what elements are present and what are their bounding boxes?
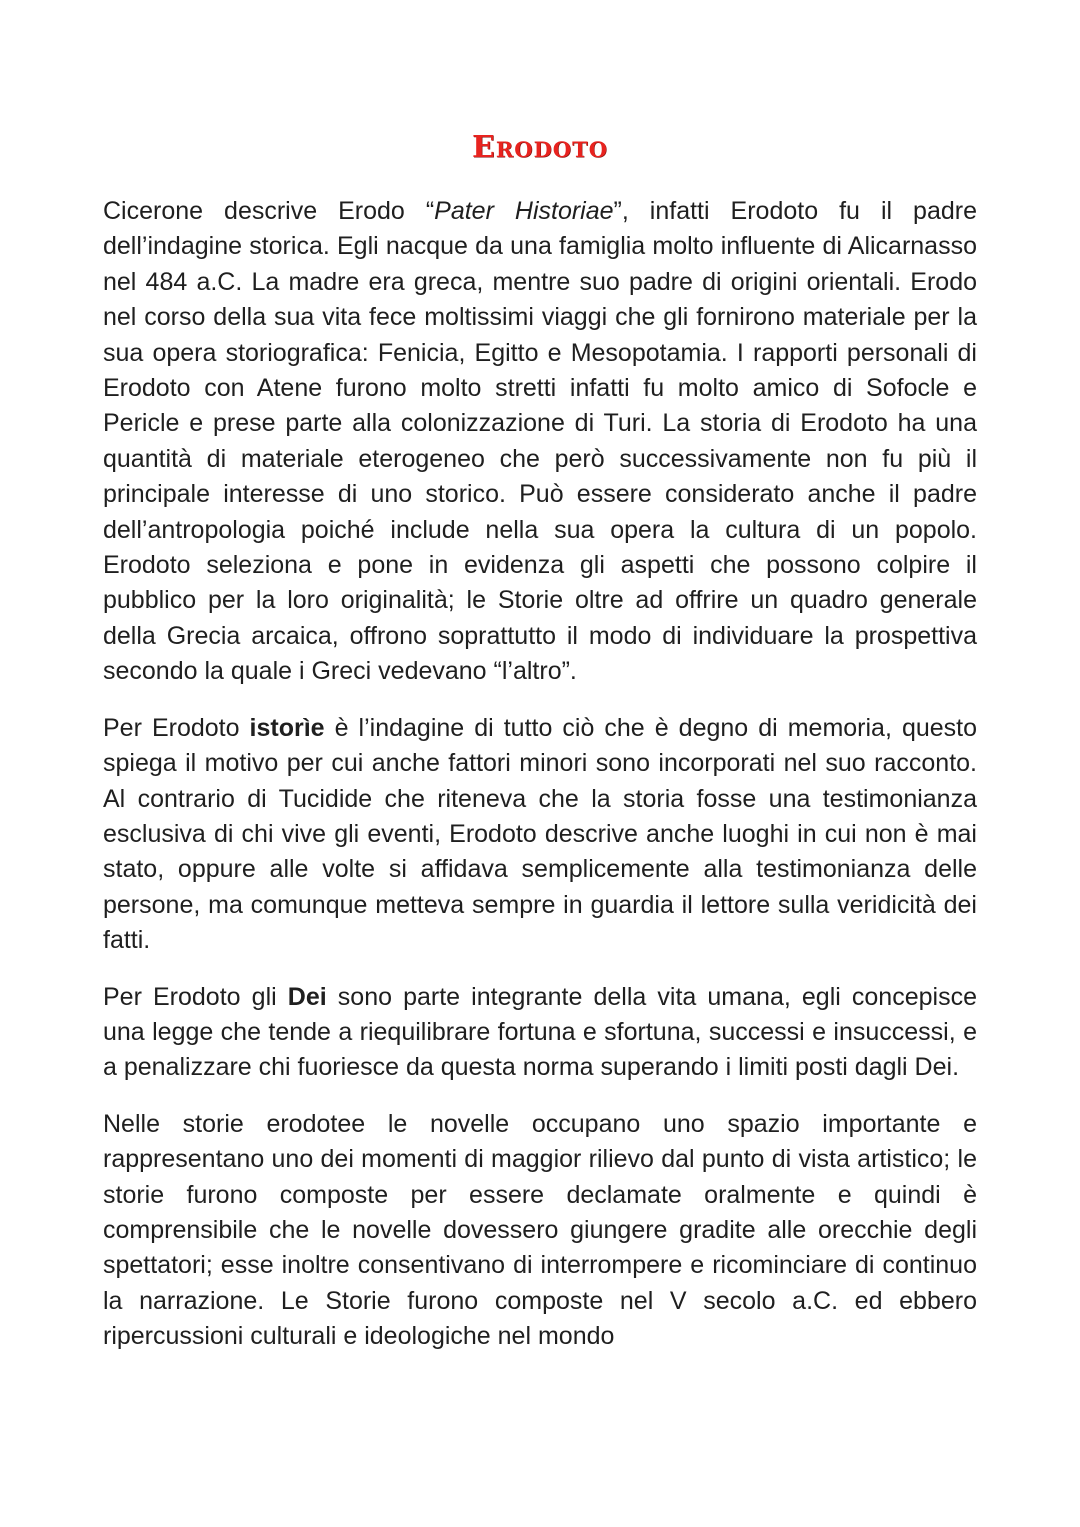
paragraph-istorie	[103, 711, 977, 959]
document-page	[103, 128, 977, 1376]
paragraph-intro-text-c: ”, infatti Erodoto fu il padre dell’indagine storica. Egli nacque da una famiglia molto influente di Alicarnasso nel 484 a.C. La madre era greca, mentre suo padre di origini orientali. Erodo nel corso della sua vita fece moltissimi viaggi che gli fornirono materiale per la sua opera storiografica: Fenicia, Egitto e Mesopotamia. I rapporti personali di Erodoto con Atene furono molto stretti infatti fu molto amico di Sofocle e Pericle e prese parte alla colonizzazione di Turi. La storia di Erodoto ha una quantità di materiale eterogeneo che però successivamente non fu più il principale interesse di uno storico. Può essere considerato anche il padre dell’antropologia poiché include nella sua opera la cultura di un popolo. Erodoto seleziona e pone in evidenza gli aspetti che possono colpire il pubblico per la loro originalità; le Storie oltre ad offrire un quadro generale della Grecia arcaica, offrono soprattutto il modo di individuare la prospettiva secondo la quale i Greci vedevano “l’altro”.	[103, 197, 977, 686]
paragraph-istorie-text-a: Per Erodoto	[103, 713, 250, 742]
paragraph-novelle: Nelle storie erodotee le novelle occupano uno spazio importante e rappresentano uno dei momenti di maggior rilievo dal punto di vista artistico; le storie furono composte per essere declamate oralmente e quindi è comprensibile che le novelle dovessero giungere gradite alle orecchie degli spettatori; esse inoltre consentivano di interrompere e ricominciare di continuo la narrazione. Le Storie furono composte nel V secolo a.C. ed ebbero ripercussioni culturali e ideologiche nel mondo	[103, 1109, 977, 1351]
paragraph-intro	[103, 194, 977, 690]
dei-bold: Dei	[287, 982, 327, 1011]
paragraph-istorie-text-c: è l’indagine di tutto ciò che è degno di memoria, questo spiega il motivo per cui anche fattori minori sono incorporati nel suo racconto. Al contrario di Tucidide che riteneva che la storia fosse una testimonianza esclusiva di chi vive gli eventi, Erodoto descrive anche luoghi in cui non è mai stato, oppure alle volte si affidava semplicemente alla testimonianza delle persone, ma comunque metteva sempre in guardia il lettore sulla veridicità dei fatti.	[103, 713, 978, 955]
istorie-bold: istorìe	[249, 713, 325, 742]
paragraph-intro-text-a: Cicerone descrive Erodo “	[103, 197, 435, 225]
pater-historiae-italic: Pater Historiae	[434, 197, 614, 225]
paragraph-dei-text-a: Per Erodoto gli	[103, 982, 288, 1011]
document-title: Erodoto	[471, 130, 609, 165]
paragraph-dei	[103, 980, 977, 1086]
paragraph-dei-text-c: sono parte integrante della vita umana, egli concepisce una legge che tende a riequilibrare fortuna e sfortuna, successi e insuccessi, e a penalizzare chi fuoriesce da questa norma superando i limiti posti dagli Dei.	[103, 982, 977, 1082]
